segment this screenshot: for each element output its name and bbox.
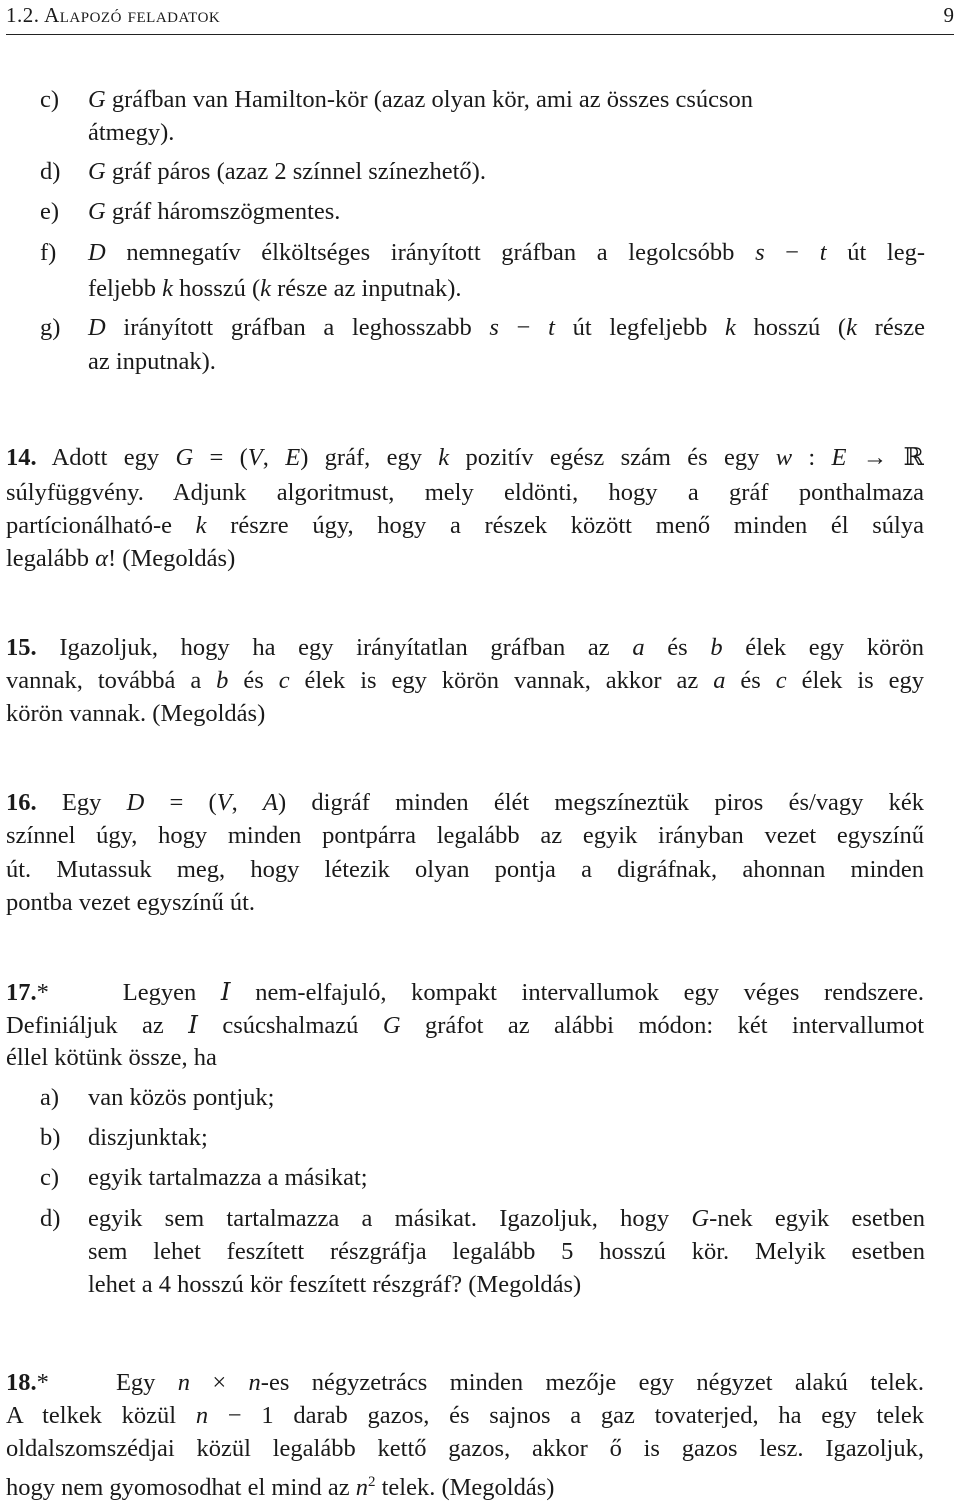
math-var: k <box>195 512 207 539</box>
problem-text: és <box>644 634 711 661</box>
math-var: V <box>216 789 232 816</box>
list-text: lehet a 4 hosszú kör feszített részgráf? (Megoldás) <box>88 1271 582 1298</box>
math-var: k <box>438 444 450 471</box>
math-var: w <box>775 444 793 471</box>
math-var: k <box>725 314 736 341</box>
list-label: c) <box>40 1164 60 1191</box>
list-text: egyik sem tartalmazza a másikat. Igazoljuk, hogy <box>88 1205 692 1232</box>
list-label: f) <box>40 239 57 266</box>
problem-text: vannak, továbbá a <box>6 667 217 694</box>
math-var: t <box>548 314 555 341</box>
list-text: irányított gráfban a leghosszabb <box>105 314 490 341</box>
problem-number: 17. <box>6 979 37 1006</box>
list-text: sem lehet feszített részgráfja legalább 5 hosszú kör. Melyik esetben <box>88 1238 925 1265</box>
math-var: G <box>88 86 106 113</box>
math-var: s <box>489 314 499 341</box>
problem-text: pontba vezet egyszínű út. <box>6 889 256 916</box>
list-text: gráf háromszögmentes. <box>105 198 341 225</box>
list-text: gráfban van Hamilton-kör (azaz olyan kör, ami az összes csúcson <box>105 86 754 113</box>
problem-line <box>6 788 924 818</box>
list-label: e) <box>40 198 60 225</box>
math-var: D <box>88 314 106 341</box>
problem-line <box>6 977 924 1008</box>
list-text-line <box>88 274 461 304</box>
problem-text: ) digráf minden élét megszíneztük piros és/vagy kék <box>278 789 925 816</box>
math-var: k <box>162 275 174 302</box>
problem-text: Egy <box>115 1369 178 1396</box>
math-var: t <box>819 239 827 266</box>
problem-text: körön vannak. (Megoldás) <box>6 700 266 727</box>
list-label: g) <box>40 314 61 341</box>
problem-line <box>6 1010 924 1041</box>
problem-text: éllel kötünk össze, ha <box>6 1044 217 1071</box>
problem-number: 16. <box>6 789 37 816</box>
math-var: A <box>263 789 278 816</box>
math-var: k <box>260 275 272 302</box>
problem-text: Legyen <box>122 979 221 1006</box>
math-var: E <box>285 444 301 471</box>
list-text: út leg- <box>826 239 925 266</box>
problem-text: legalább <box>6 545 96 572</box>
problem-text: = ( <box>193 444 248 471</box>
math-var: n <box>248 1369 261 1396</box>
problem-line <box>6 511 924 541</box>
problem-line <box>6 633 924 663</box>
list-text: feljebb <box>88 275 163 302</box>
math-var: G <box>88 198 106 225</box>
problem-line <box>6 544 235 574</box>
math-var: G <box>88 158 106 185</box>
problem-text: , <box>231 789 264 816</box>
problem-number: 15. <box>6 634 37 661</box>
problem-text: − 1 darab gazos, és sajnos a gaz tovaterjed, ha egy telek <box>208 1402 924 1429</box>
math-var: b <box>216 667 229 694</box>
math-var: n <box>177 1369 191 1396</box>
list-text: átmegy). <box>88 119 175 146</box>
problem-text: út. Mutassuk meg, hogy létezik olyan pontja a digráfnak, ahonnan minden <box>6 856 924 883</box>
math-op: → <box>846 444 904 471</box>
list-label: a) <box>40 1084 60 1111</box>
math-var: D <box>126 789 145 816</box>
list-text: része <box>856 314 925 341</box>
star-mark: * <box>36 979 49 1006</box>
math-var: a <box>713 667 726 694</box>
page-number: 9 <box>943 3 954 27</box>
math-var: I <box>188 1010 198 1039</box>
problem-text: élek is egy <box>786 667 924 694</box>
math-var: G <box>382 1012 401 1039</box>
math-symbol: ℝ <box>903 444 925 471</box>
list-text: hosszú ( <box>173 275 261 302</box>
math-var: s <box>755 239 765 266</box>
math-var: V <box>247 444 263 471</box>
math-var: E <box>831 444 847 471</box>
problem-line <box>6 1368 924 1398</box>
problem-text: telek. (Megoldás) <box>375 1474 555 1502</box>
problem-text: -es négyzetrács minden mezője egy négyzet alakú telek. <box>260 1369 925 1396</box>
problem-text: színnel úgy, hogy minden pontpárra legalább az egyik irányban vezet egyszínű <box>6 822 924 849</box>
math-var: k <box>846 314 857 341</box>
star-mark: * <box>36 1369 49 1396</box>
problem-text: ) gráf, egy <box>300 444 439 471</box>
problem-text: oldalszomszédjai közül legalább kettő gazos, akkor ő is gazos lesz. Igazoljuk, <box>6 1435 924 1462</box>
list-label: b) <box>40 1124 61 1151</box>
list-text: nemnegatív élköltséges irányított gráfban a legolcsóbb <box>105 239 756 266</box>
list-text: hosszú ( <box>735 314 847 341</box>
list-text: van közös pontjuk; <box>88 1084 275 1111</box>
list-text: -nek egyik esetben <box>709 1205 925 1232</box>
list-text: gráf páros (azaz 2 színnel színezhető). <box>105 158 486 185</box>
problem-text: A telkek közül <box>6 1402 196 1429</box>
problem-text: súlyfüggvény. Adjunk algoritmust, mely eldönti, hogy a gráf ponthalmaza <box>6 479 924 506</box>
math-op: − <box>764 239 820 266</box>
problem-text: pozitív egész szám és egy <box>449 444 776 471</box>
problem-text: és <box>725 667 776 694</box>
math-var: n <box>195 1402 209 1429</box>
math-op: × <box>190 1369 249 1396</box>
problem-text: : <box>792 444 832 471</box>
problem-text: élek is egy körön vannak, akkor az <box>289 667 714 694</box>
list-text: az inputnak). <box>88 348 216 375</box>
problem-text: = ( <box>144 789 217 816</box>
math-var: I <box>220 977 231 1006</box>
problem-text: , <box>262 444 286 471</box>
problem-line <box>6 1467 554 1503</box>
list-label: d) <box>40 1205 61 1232</box>
list-text: út legfeljebb <box>554 314 725 341</box>
problem-number: 14. <box>6 444 37 471</box>
problem-text: részre úgy, hogy a részek között menő minden él súlya <box>206 512 924 539</box>
math-var: α <box>95 545 108 572</box>
math-var: b <box>710 634 723 661</box>
list-text: diszjunktak; <box>88 1124 208 1151</box>
math-var: c <box>775 667 787 694</box>
running-header <box>6 0 954 35</box>
math-op: − <box>498 314 549 341</box>
problem-text: Definiáljuk az <box>6 1012 189 1039</box>
math-var: G <box>175 444 194 471</box>
problem-number: 18. <box>6 1369 37 1396</box>
problem-line <box>6 666 924 696</box>
math-var: n <box>355 1474 368 1502</box>
problem-text: és <box>228 667 279 694</box>
list-text: egyik tartalmazza a másikat; <box>88 1164 368 1191</box>
list-label: c) <box>40 86 60 113</box>
math-var: G <box>691 1205 710 1232</box>
math-superscript: 2 <box>368 1474 376 1490</box>
list-text: része az inputnak). <box>271 275 462 302</box>
problem-text: Igazoljuk, hogy ha egy irányítatlan gráfban az <box>59 634 633 661</box>
problem-line <box>6 443 924 473</box>
problem-text: nem-elfajuló, kompakt intervallumok egy véges rendszere. <box>230 979 925 1006</box>
problem-text: élek egy körön <box>722 634 925 661</box>
list-label: d) <box>40 158 61 185</box>
problem-text: Adott egy <box>51 444 176 471</box>
math-var: D <box>88 239 106 266</box>
problem-text: Egy <box>61 789 127 816</box>
problem-text: csúcshalmazú <box>197 1012 383 1039</box>
math-var: c <box>278 667 290 694</box>
problem-text: gráfot az alábbi módon: két intervallumot <box>400 1012 925 1039</box>
problem-text: partícionálható-e <box>6 512 196 539</box>
problem-text: hogy nem gyomosodhat el mind az <box>6 1474 356 1502</box>
problem-line <box>6 1401 924 1431</box>
math-var: a <box>632 634 645 661</box>
problem-text: ! (Megoldás) <box>108 545 236 572</box>
section-title: 1.2. Alapozó feladatok <box>6 3 221 27</box>
